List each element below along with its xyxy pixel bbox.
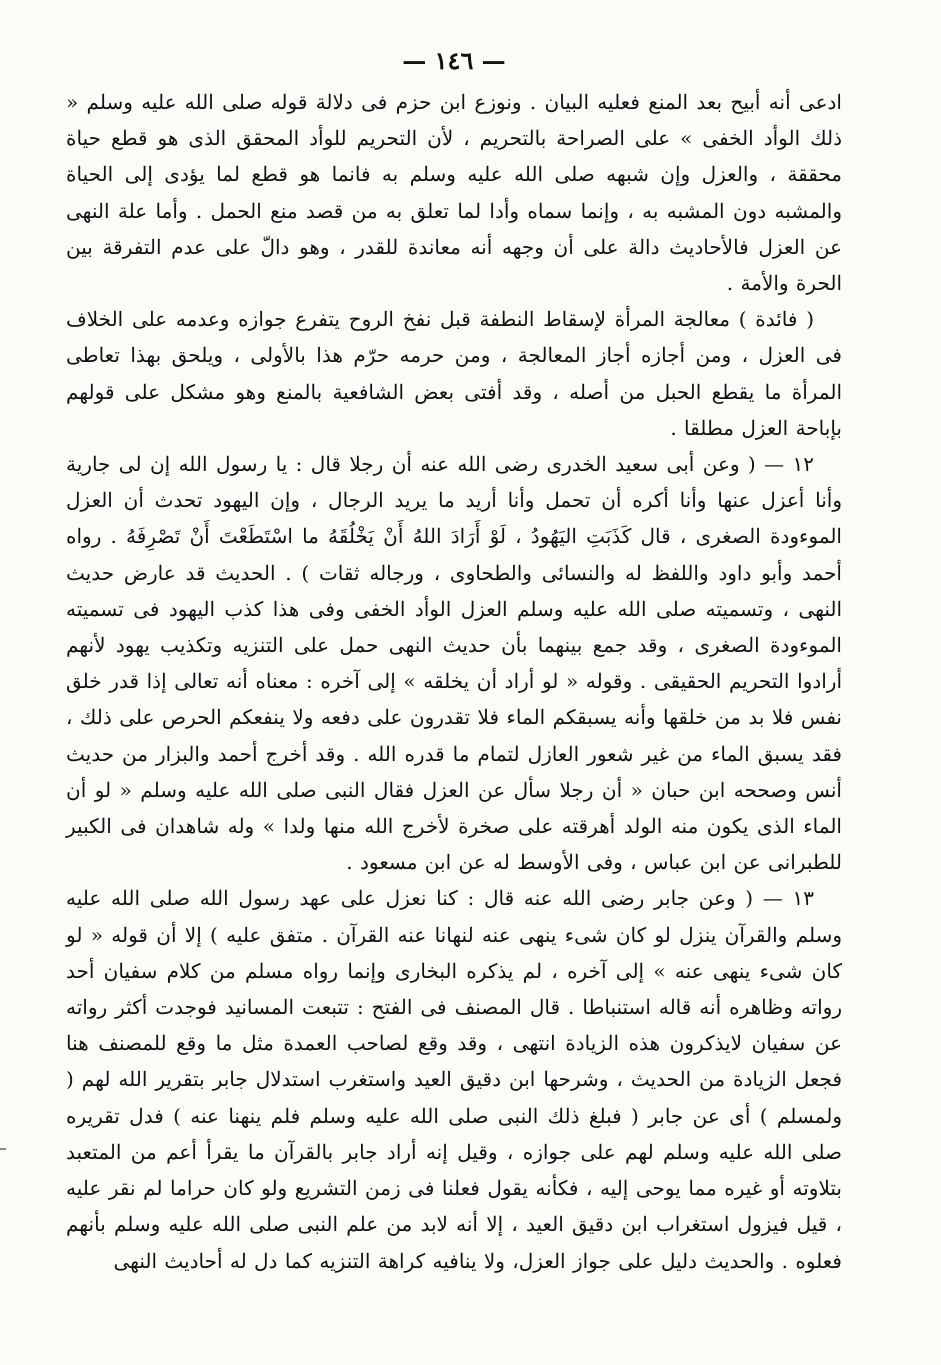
page-body — [66, 84, 842, 1279]
page-number: — ١٤٦ — — [402, 46, 506, 75]
scan-edge-mark — [0, 1148, 6, 1150]
paragraph-hadith-13: ١٣ — ( وعن جابر رضى الله عنه قال : كنا نعزل على عهد رسول الله صلى الله عليه وسلم والقرآن ينزل لو كان شىء ينهى عنه لنهانا عنه القرآن . متفق عليه ) إلا أن قوله « لو كان شىء ينهى عنه » إلى آخره ، لم يذكره البخارى وإنما رواه مسلم من كلام سفيان أحد رواته وظاهره أنه قاله استنباطا . قال المصنف فى الفتح : تتبعت المسانيد فوجدت أكثر رواته عن سفيان لايذكرون هذه الزيادة انتهى ، وقد وقع لصاحب العمدة مثل ما وقع للمصنف هنا فجعل الزيادة من الحديث ، وشرحها ابن دقيق العيد واستغرب استدلال جابر بتقرير الله لهم ( ولمسلم ) أى عن جابر ( فبلغ ذلك النبى صلى الله عليه وسلم فلم ينهنا عنه ) فدل تقريره صلى الله عليه وسلم لهم على جوازه ، وقيل إنه أراد جابر بالقرآن ما يقرأ أعم من المتعبد بتلاوته أو غيره مما يوحى إليه ، فكأنه يقول فعلنا فى زمن التشريع ولو كان حراما لم نقر عليه ، قيل فيزول استغراب ابن دقيق العيد ، إلا أنه لابد من علم النبى صلى الله عليه وسلم بأنهم فعلوه . والحديث دليل على جواز العزل، ولا ينافيه كراهة التنزيه كما دل له أحاديث النهى — [66, 886, 843, 1273]
paragraph-faida: ( فائدة ) معالجة المرأة لإسقاط النطفة قبل نفخ الروح يتفرع جوازه وعدمه على الخلاف فى العزل ، ومن أجازه أجاز المعالجة ، ومن حرمه حرّم هذا بالأولى ، ويلحق بهذا تعاطى المرأة ما يقطع الحبل من أصله ، وقد أفتى بعض الشافعية بالمنع وهو مشكل على قولهم بإباحة العزل مطلقا . — [66, 307, 843, 440]
paragraph-continuation: ادعى أنه أبيح بعد المنع فعليه البيان . ونوزع ابن حزم فى دلالة قوله صلى الله عليه وسلم « ذلك الوأد الخفى » على الصراحة بالتحريم ، لأن التحريم للوأد المحقق الذى هو قطع حياة محققة ، والعزل وإن شبهه صلى الله عليه وسلم به فانما هو قطع لما يؤدى إلى الحياة والمشبه دون المشبه به ، وإنما سماه وأدا لما تعلق به من قصد منع الحمل . وأما علة النهى عن العزل فالأحاديث دالة على أن وجهه أنه معاندة للقدر ، وهو دالّ على عدم التفرقة بين الحرة والأمة . — [66, 90, 842, 296]
book-page — [66, 38, 842, 1348]
paragraph-hadith-12: ١٢ — ( وعن أبى سعيد الخدرى رضى الله عنه أن رجلا قال : يا رسول الله إن لى جارية وأنا أعزل عنها وأنا أكره أن تحمل وأنا أريد ما يريد الرجال ، وإن اليهود تحدث أن العزل الموءودة الصغرى ، قال كَذَبَتِ اليَهُودُ ، لَوْ أَرَادَ اللهُ أَنْ يَخْلُقَهُ ما اسْتَطَعْتَ أَنْ تَصْرِفَهُ . رواه أحمد وأبو داود واللفظ له والنسائى والطحاوى ، ورجاله ثقات ) . الحديث قد عارض حديث النهى ، وتسميته صلى الله عليه وسلم العزل الوأد الخفى وفى هذا كذب اليهود فى تسميته الموءودة الصغرى ، وقد جمع بينهما بأن حديث النهى حمل على التنزيه وتكذيب يهود لأنهم أرادوا التحريم الحقيقى . وقوله « لو أراد أن يخلقه » إلى آخره : معناه أنه تعالى إذا قدر خلق نفس فلا بد من خلقها وأنه يسبقكم الماء فلا تقدرون على دفعه ولا ينفعكم الحرص على ذلك ، فقد يسبق الماء من غير شعور العازل لتمام ما قدره الله . وقد أخرج أحمد والبزار من حديث أنس وصححه ابن حبان « أن رجلا سأل عن العزل فقال النبى صلى الله عليه وسلم « لو أن الماء الذى يكون منه الولد أهرقته على صخرة لأخرج الله منها ولدا » وله شاهدان فى الكبير للطبرانى عن ابن عباس ، وفى الأوسط له عن ابن مسعود . — [66, 452, 842, 875]
